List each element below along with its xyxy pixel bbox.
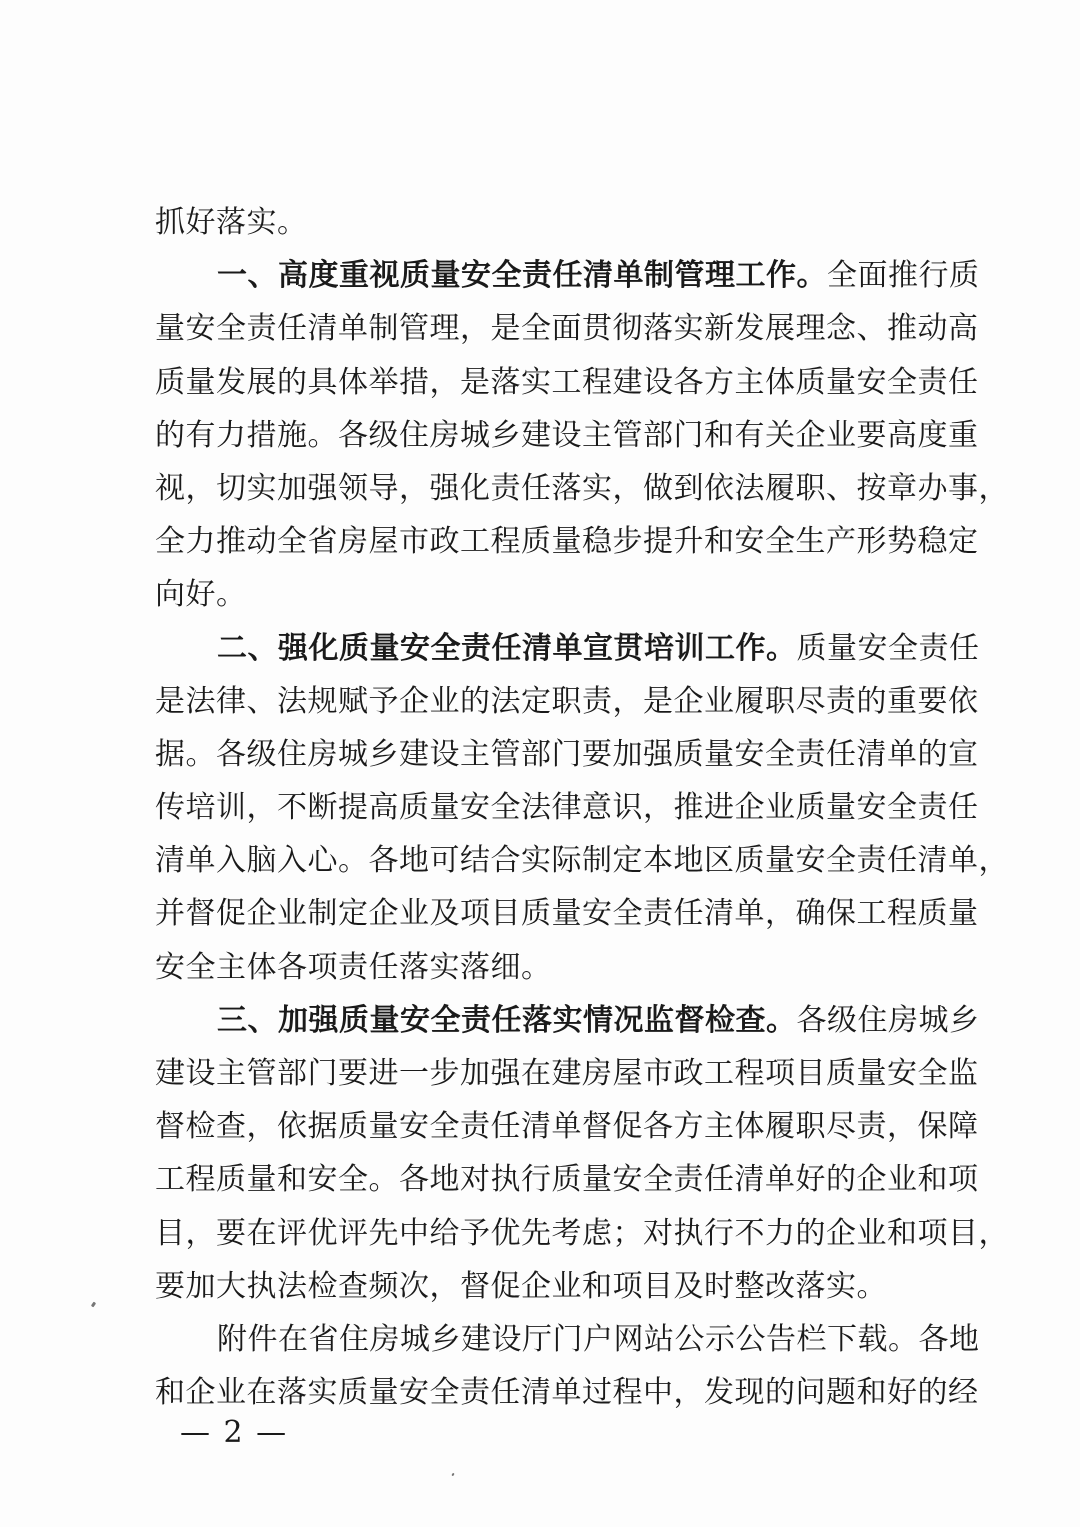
heading-3-rest: 各级住房城乡 [796, 1002, 980, 1038]
heading-1-rest: 全面推行质 [827, 258, 980, 294]
text-line: 清单入脑入心。各地可结合实际制定本地区质量安全责任清单， [155, 843, 1009, 879]
text-line: 全力推动全省房屋市政工程质量稳步提升和安全生产形势稳定 [155, 524, 979, 560]
text-line: 传培训，不断提高质量安全法律意识，推进企业质量安全责任 [155, 790, 979, 826]
text-line: 督检查，依据质量安全责任清单督促各方主体履职尽责，保障 [155, 1109, 979, 1145]
text-line: 向好。 [155, 577, 247, 613]
text-line: 并督促企业制定企业及项目质量安全责任清单，确保工程质量 [155, 896, 979, 932]
section-heading-2 [155, 622, 980, 675]
text-line: 建设主管部门要进一步加强在建房屋市政工程项目质量安全监 [155, 1056, 979, 1091]
page-number: — 2 — [180, 1415, 289, 1450]
text-line: 量安全责任清单制管理，是全面贯彻落实新发展理念、推动高 [155, 311, 979, 347]
text-line: 工程质量和安全。各地对执行质量安全责任清单好的企业和项 [155, 1162, 979, 1198]
section-heading-1 [155, 249, 980, 302]
scan-speck [451, 1473, 454, 1477]
text-line: 和企业在落实质量安全责任清单过程中，发现的问题和好的经 [155, 1375, 979, 1411]
heading-1-bold: 一、高度重视质量安全责任清单制管理工作。 [217, 258, 827, 294]
text-line: 抓好落实。 [155, 205, 308, 240]
text-line: 据。各级住房城乡建设主管部门要加强质量安全责任清单的宣 [155, 736, 979, 772]
text-line: 目，要在评优评先中给予优先考虑；对执行不力的企业和项目， [155, 1215, 1009, 1251]
text-line: 附件在省住房城乡建设厅门户网站公示公告栏下载。各地 [217, 1321, 980, 1357]
heading-2-bold: 二、强化质量安全责任清单宣贯培训工作。 [217, 630, 797, 666]
scan-speck [91, 1302, 96, 1308]
heading-3-bold: 三、加强质量安全责任落实情况监督检查。 [217, 1002, 797, 1038]
text-line: 质量发展的具体举措，是落实工程建设各方主体质量安全责任 [155, 364, 979, 400]
document-body [155, 196, 1009, 1419]
text-line: 是法律、法规赋予企业的法定职责，是企业履职尽责的重要依 [155, 683, 979, 719]
text-line: 要加大执法检查频次，督促企业和项目及时整改落实。 [155, 1268, 887, 1304]
text-line: 安全主体各项责任落实落细。 [155, 949, 552, 985]
text-line: 视，切实加强领导，强化责任落实，做到依法履职、按章办事， [155, 470, 1009, 506]
heading-2-rest: 质量安全责任 [796, 630, 980, 666]
text-line: 的有力措施。各级住房城乡建设主管部门和有关企业要高度重 [155, 417, 979, 453]
section-heading-3 [155, 994, 980, 1047]
